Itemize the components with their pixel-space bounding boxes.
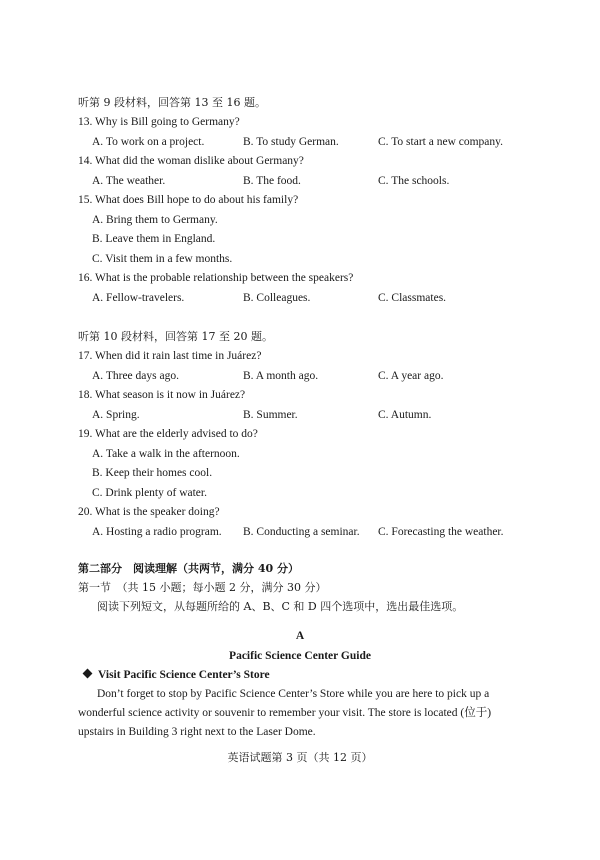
- passage-line-3: upstairs in Building 3 right next to the Laser Dome.: [78, 726, 316, 738]
- q16-option-c: C. Classmates.: [378, 292, 447, 304]
- question-15: 15. What does Bill hope to do about his family?: [78, 194, 299, 206]
- q17-option-c: C. A year ago.: [378, 370, 444, 382]
- question-13: 13. Why is Bill going to Germany?: [78, 116, 240, 128]
- q16-option-a: A. Fellow-travelers.: [92, 292, 185, 304]
- passage-title: Pacific Science Center Guide: [229, 650, 371, 662]
- passage-letter: A: [295, 630, 305, 642]
- passage-line-2: wonderful science activity or souvenir to remember your visit. The store is located (位于): [78, 707, 492, 719]
- q19-option-a: A. Take a walk in the afternoon.: [92, 448, 240, 460]
- section-9-instruction: 听第 9 段材料，回答第 13 至 16 题。: [78, 96, 266, 109]
- passage-line-1: Don’t forget to stop by Pacific Science Center’s Store while you are here to pick up a: [97, 688, 490, 700]
- q15-option-c: C. Visit them in a few months.: [92, 253, 233, 265]
- q17-option-a: A. Three days ago.: [92, 370, 179, 382]
- q20-option-b: B. Conducting a seminar.: [243, 526, 360, 538]
- part-2-section-1: 第一节 （共 15 小题；每小题 2 分，满分 30 分）: [78, 581, 327, 594]
- q18-option-c: C. Autumn.: [378, 409, 432, 421]
- q15-option-a: A. Bring them to Germany.: [92, 214, 218, 226]
- page-footer: 英语试题第 3 页（共 12 页）: [227, 751, 373, 764]
- q13-option-b: B. To study German.: [243, 136, 339, 148]
- diamond-bullet-icon: [83, 669, 93, 679]
- q18-option-a: A. Spring.: [92, 409, 140, 421]
- question-19: 19. What are the elderly advised to do?: [78, 428, 258, 440]
- section-10-instruction: 听第 10 段材料，回答第 17 至 20 题。: [78, 330, 273, 343]
- part-2-title: 第二部分 阅读理解（共两节，满分 40 分）: [78, 562, 299, 575]
- q20-option-a: A. Hosting a radio program.: [92, 526, 222, 538]
- q19-option-b: B. Keep their homes cool.: [92, 467, 213, 479]
- question-20: 20. What is the speaker doing?: [78, 506, 220, 518]
- q13-option-a: A. To work on a project.: [92, 136, 205, 148]
- passage-subheading: Visit Pacific Science Center’s Store: [84, 670, 270, 682]
- q14-option-c: C. The schools.: [378, 175, 450, 187]
- question-16: 16. What is the probable relationship between the speakers?: [78, 272, 354, 284]
- question-18: 18. What season is it now in Juárez?: [78, 389, 246, 401]
- q19-option-c: C. Drink plenty of water.: [92, 487, 207, 499]
- q16-option-b: B. Colleagues.: [243, 292, 311, 304]
- q14-option-b: B. The food.: [243, 175, 301, 187]
- q13-option-c: C. To start a new company.: [378, 136, 504, 148]
- q14-option-a: A. The weather.: [92, 175, 166, 187]
- q15-option-b: B. Leave them in England.: [92, 233, 216, 245]
- q18-option-b: B. Summer.: [243, 409, 298, 421]
- q20-option-c: C. Forecasting the weather.: [378, 526, 504, 538]
- q17-option-b: B. A month ago.: [243, 370, 319, 382]
- reading-instruction: 阅读下列短文，从每题所给的 A、B、C 和 D 四个选项中，选出最佳选项。: [97, 600, 464, 613]
- question-14: 14. What did the woman dislike about Germany?: [78, 155, 304, 167]
- question-17: 17. When did it rain last time in Juárez?: [78, 350, 262, 362]
